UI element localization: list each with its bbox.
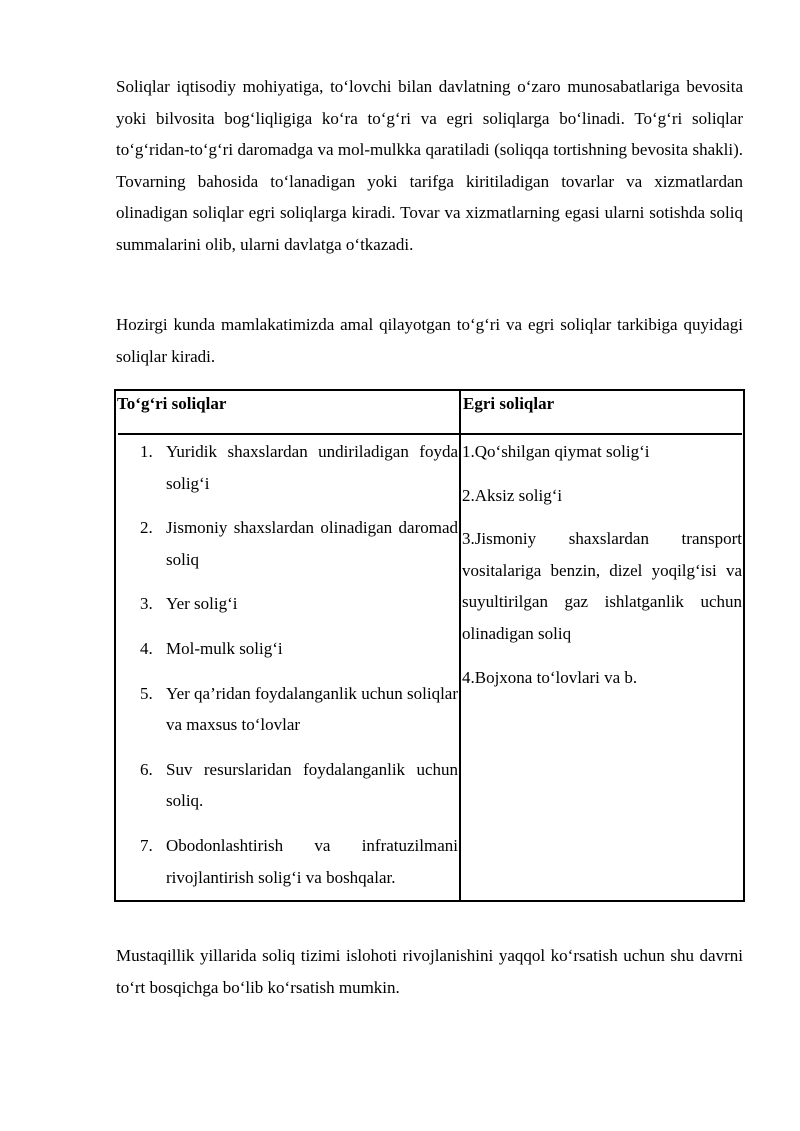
header-indirect-taxes: Egri soliqlar [463, 394, 555, 413]
header-divider [118, 433, 742, 435]
item-number: 6. [140, 759, 153, 779]
item-text: Mol-mulk solig‘i [166, 638, 283, 658]
item-text: Obodonlashtirish va infratuzilmani rivojlantirish solig‘i va boshqalar. [166, 835, 458, 887]
item-number: 7. [140, 835, 153, 855]
list-item: 4.Bojxona to‘lovlari va b. [462, 667, 638, 687]
item-number: 1. [140, 442, 153, 461]
list-item [118, 754, 458, 817]
closing-paragraph: Mustaqillik yillarida soliq tizimi islohoti rivojlanishini yaqqol ko‘rsatish uchun shu davrni to‘rt bosqichga bo‘lib ko‘rsatish mumkin. [116, 946, 743, 997]
header-direct-taxes: To‘g‘ri soliqlar [117, 394, 227, 413]
list-item [118, 512, 458, 575]
list-item [118, 633, 458, 665]
list-item [118, 678, 458, 741]
item-number: 2. [140, 518, 153, 538]
item-text: Yer solig‘i [166, 594, 238, 614]
list-item: 2.Aksiz solig‘i [462, 485, 563, 505]
item-number: 5. [140, 683, 153, 703]
item-text: Yer qa’ridan foydalanganlik uchun soliqlar va maxsus to‘lovlar [166, 683, 458, 735]
direct-taxes-list [118, 436, 458, 906]
item-number: 4. [140, 638, 153, 658]
table-border-top [114, 389, 745, 391]
list-item [118, 588, 458, 620]
list-item: 1.Qo‘shilgan qiymat solig‘i [462, 442, 650, 461]
list-item: 3.Jismoniy shaxslardan transport vositalariga benzin, dizel yoqilg‘isi va suyultirilgan gaz ishlatganlik uchun olinadigan soliq [462, 529, 742, 643]
list-item [118, 436, 458, 499]
lead-paragraph: Hozirgi kunda mamlakatimizda amal qilayotgan to‘g‘ri va egri soliqlar tarkibiga quyidagi soliqlar kiradi. [116, 315, 743, 366]
intro-paragraph: Soliqlar iqtisodiy mohiyatiga, to‘lovchi bilan davlatning o‘zaro munosabatlariga bevosita yoki bilvosita bog‘liqligiga ko‘ra to‘g‘ri va egri soliqlarga bo‘linadi. To‘g‘ri soliqlar to‘g‘ridan-to‘g‘ri daromadga va mol-mulkka qaratiladi (soliqqa tortishning bevosita shakli). Tovarning bahosida to‘lanadigan yoki tarifga kiritiladigan tovarlar va xizmatlardan olinadigan soliqlar egri soliqlarga kiradi. Tovar va xizmatlarning egasi ularni sotishda soliq summalarini olib, ularni davlatga o‘tkazadi. [116, 77, 743, 254]
item-text: Jismoniy shaxslardan olinadigan daromad soliq [166, 518, 458, 569]
table-border-right [743, 389, 745, 902]
list-item [118, 830, 458, 893]
table-border-left [114, 389, 116, 902]
indirect-taxes-list [462, 436, 742, 705]
item-text: Yuridik shaxslardan undiriladigan foyda solig‘i [166, 442, 458, 493]
item-text: Suv resurslaridan foydalanganlik uchun soliq. [166, 759, 458, 811]
column-divider [459, 389, 461, 902]
item-number: 3. [140, 594, 153, 614]
